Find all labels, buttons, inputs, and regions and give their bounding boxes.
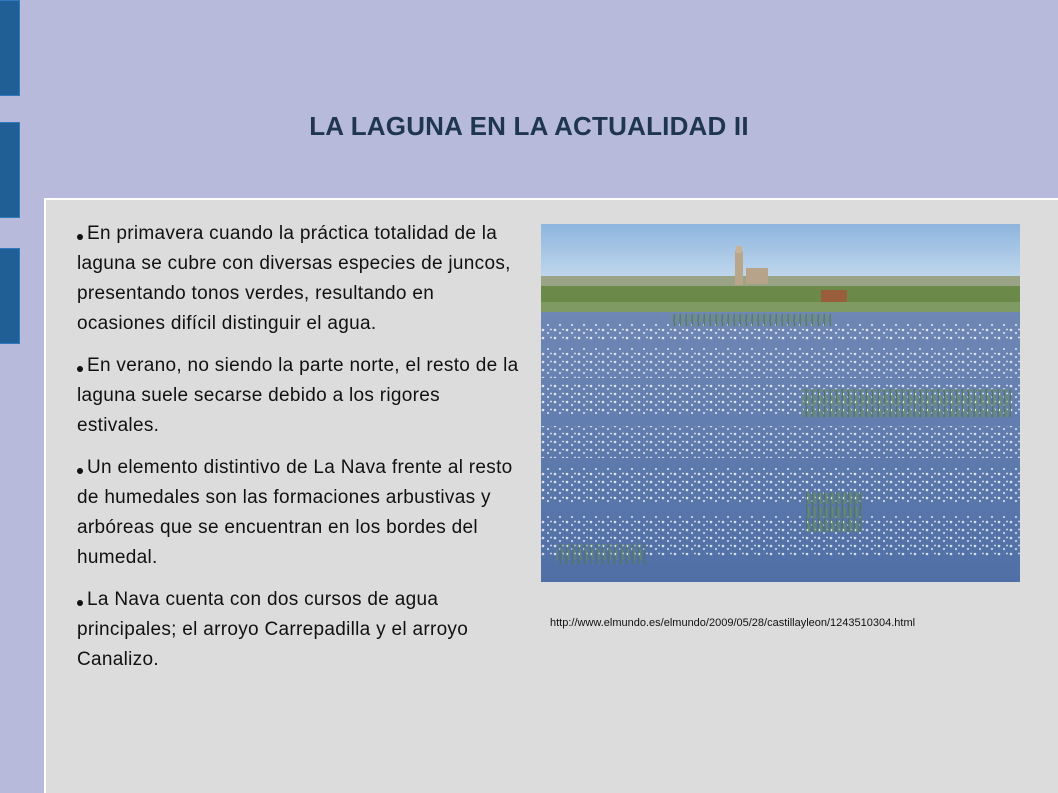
- slide-title: [0, 111, 1058, 142]
- bullet-text: En verano, no siendo la parte norte, el resto de la laguna suele secarse debido a los rigores estivales.: [77, 355, 519, 436]
- bullet-text: Un elemento distintivo de La Nava frente al resto de humedales son las formaciones arbustivas y arbóreas que se encuentran en los bordes del humedal.: [77, 457, 513, 568]
- bullet-dot-icon: [77, 234, 83, 240]
- bullet-dot-icon: [77, 600, 83, 606]
- image-source-caption: http://www.elmundo.es/elmundo/2009/05/28/castillayleon/1243510304.html: [550, 617, 916, 629]
- bullet-item: [77, 453, 525, 573]
- bullet-item: [77, 219, 525, 339]
- bullet-list: [77, 219, 525, 687]
- decorative-left-bar-1: [0, 0, 20, 96]
- bullet-item: [77, 351, 525, 441]
- decorative-left-bar-3: [0, 248, 20, 344]
- bullet-item: [77, 585, 525, 675]
- wetland-photo: [541, 224, 1020, 582]
- bullet-dot-icon: [77, 468, 83, 474]
- bullet-text: En primavera cuando la práctica totalidad de la laguna se cubre con diversas especies de juncos, presentando tonos verdes, resultando en ocasiones difícil distinguir el agua.: [77, 223, 511, 334]
- bullet-text: La Nava cuenta con dos cursos de agua principales; el arroyo Carrepadilla y el arroyo Canalizo.: [77, 589, 469, 670]
- slide-title-text: LA LAGUNA EN LA ACTUALIDAD II: [309, 111, 749, 141]
- bullet-dot-icon: [77, 366, 83, 372]
